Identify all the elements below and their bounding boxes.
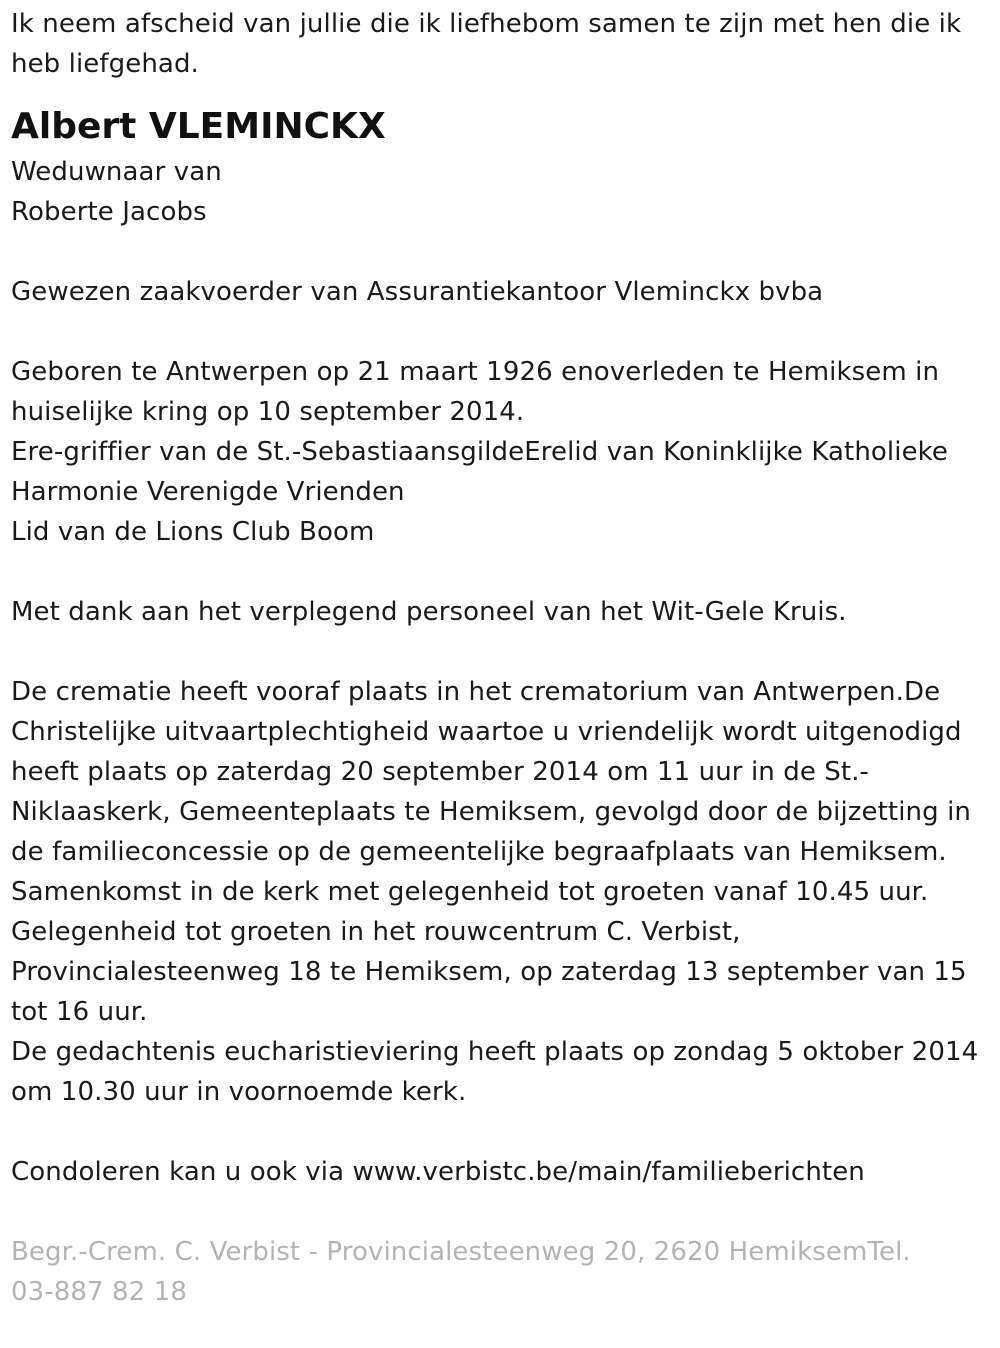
spacer: [11, 312, 990, 352]
ceremony-line: Niklaaskerk, Gemeenteplaats te Hemiksem, gevolgd door de bijzetting in: [11, 797, 971, 827]
biography-line: Geboren te Antwerpen op 21 maart 1926 enoverleden te Hemiksem in: [11, 357, 940, 387]
widower-label: Weduwnaar van: [11, 157, 222, 187]
ceremony-line: Samenkomst in de kerk met gelegenheid tot groeten vanaf 10.45 uur.: [11, 877, 929, 907]
farewell-quote: [11, 4, 990, 84]
occupation-text: Gewezen zaakvoerder van Assurantiekantoor Vleminckx bvba: [11, 277, 824, 307]
spacer: [11, 232, 990, 272]
farewell-quote-line-1: Ik neem afscheid van jullie die ik liefhebom samen te zijn met hen die ik: [11, 9, 962, 39]
ceremony-line: om 10.30 uur in voornoemde kerk.: [11, 1077, 467, 1107]
biography-section: [11, 352, 990, 552]
spouse-name: Roberte Jacobs: [11, 197, 207, 227]
ceremony-line: De crematie heeft vooraf plaats in het crematorium van Antwerpen.De: [11, 677, 941, 707]
biography-line: Ere-griffier van de St.-SebastiaansgildeErelid van Koninklijke Katholieke: [11, 437, 948, 467]
biography-line: Lid van de Lions Club Boom: [11, 517, 375, 547]
biography-line: huiselijke kring op 10 september 2014.: [11, 397, 525, 427]
spacer: [11, 1192, 990, 1232]
condolence-text: Condoleren kan u ook via www.verbistc.be/main/familieberichten: [11, 1157, 865, 1187]
ceremony-section: [11, 672, 990, 1112]
footer-phone: 03-887 82 18: [11, 1277, 187, 1307]
farewell-quote-line-2: heb liefgehad.: [11, 49, 199, 79]
biography-line: Harmonie Verenigde Vrienden: [11, 477, 405, 507]
ceremony-line: Provincialesteenweg 18 te Hemiksem, op zaterdag 13 september van 15: [11, 957, 967, 987]
ceremony-line: de familieconcessie op de gemeentelijke begraafplaats van Hemiksem.: [11, 837, 947, 867]
ceremony-line: heeft plaats op zaterdag 20 september 2014 om 11 uur in de St.-: [11, 757, 870, 787]
spacer: [11, 632, 990, 672]
thanks-text: Met dank aan het verplegend personeel van het Wit-Gele Kruis.: [11, 597, 847, 627]
deceased-name: Albert VLEMINCKX: [11, 106, 386, 147]
ceremony-line: tot 16 uur.: [11, 997, 148, 1027]
ceremony-line: De gedachtenis eucharistieviering heeft plaats op zondag 5 oktober 2014: [11, 1037, 979, 1067]
ceremony-line: Gelegenheid tot groeten in het rouwcentrum C. Verbist,: [11, 917, 741, 947]
ceremony-line: Christelijke uitvaartplechtigheid waartoe u vriendelijk wordt uitgenodigd: [11, 717, 962, 747]
funeral-home-footer: [11, 1232, 990, 1312]
spacer: [11, 1112, 990, 1152]
spacer: [11, 552, 990, 592]
obituary-page: [0, 4, 1000, 1348]
footer-address: Begr.-Crem. C. Verbist - Provincialesteenweg 20, 2620 HemiksemTel.: [11, 1237, 911, 1267]
